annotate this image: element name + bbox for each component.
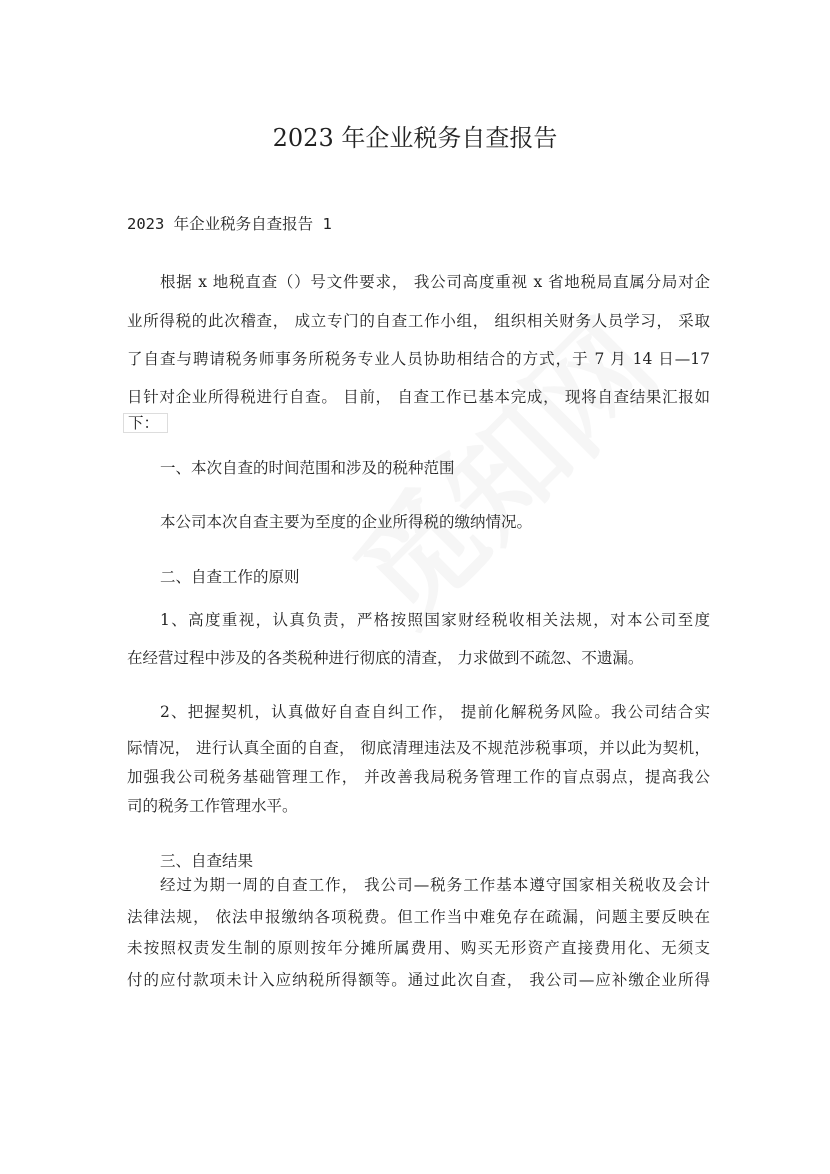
paragraph-scope: 本公司本次自查主要为至度的企业所得税的缴纳情况。 [160, 513, 533, 531]
section-subtitle: 2023 年企业税务自查报告 1 [127, 215, 332, 233]
heading-principles: 二、自查工作的原则 [160, 568, 300, 586]
paragraph-line: 未按照权责发生制的原则按年分摊所属费用、购买无形资产直接费用化、无须支 [127, 939, 710, 957]
paragraph-line: 下： [123, 413, 168, 433]
paragraph-line: 了自查与聘请税务师事务所税务专业人员协助相结合的方式，于 7 月 14 日—17 [127, 350, 710, 368]
paragraph-line: 根据 x 地税直查（）号文件要求， 我公司高度重视 x 省地税局直属分局对企 [160, 273, 710, 291]
paragraph-line: 经过为期一周的自查工作， 我公司—税务工作基本遵守国家相关税收及会计 [160, 876, 710, 894]
paragraph-line: 际情况， 进行认真全面的自查， 彻底清理违法及不规范涉税事项，并以此为契机， [127, 739, 710, 757]
paragraph-line: 法律法规， 依法申报缴纳各项税费。但工作当中难免存在疏漏，问题主要反映在 [127, 908, 710, 926]
paragraph-line: 业所得税的此次稽查， 成立专门的自查工作小组， 组织相关财务人员学习， 采取 [127, 312, 710, 330]
paragraph-line: 日针对企业所得税进行自查。 目前， 自查工作已基本完成， 现将自查结果汇报如 [127, 388, 710, 406]
paragraph-line: 在经营过程中涉及的各类税种进行彻底的清查， 力求做到不疏忽、不遗漏。 [127, 649, 644, 667]
paragraph-line: 加强我公司税务基础管理工作， 并改善我局税务管理工作的盲点弱点，提高我公 [127, 768, 710, 786]
document-title: 2023 年企业税务自查报告 [272, 124, 558, 152]
heading-results: 三、自查结果 [160, 852, 254, 870]
paragraph-line: 1、高度重视，认真负责，严格按照国家财经税收相关法规，对本公司至度 [160, 611, 710, 629]
paragraph-line: 司的税务工作管理水平。 [127, 797, 298, 815]
paragraph-line: 2、把握契机，认真做好自查自纠工作， 提前化解税务风险。我公司结合实 [160, 703, 710, 721]
heading-scope: 一、本次自查的时间范围和涉及的税种范围 [160, 459, 455, 477]
paragraph-line: 付的应付款项未计入应纳税所得额等。通过此次自查， 我公司—应补缴企业所得 [127, 971, 710, 989]
